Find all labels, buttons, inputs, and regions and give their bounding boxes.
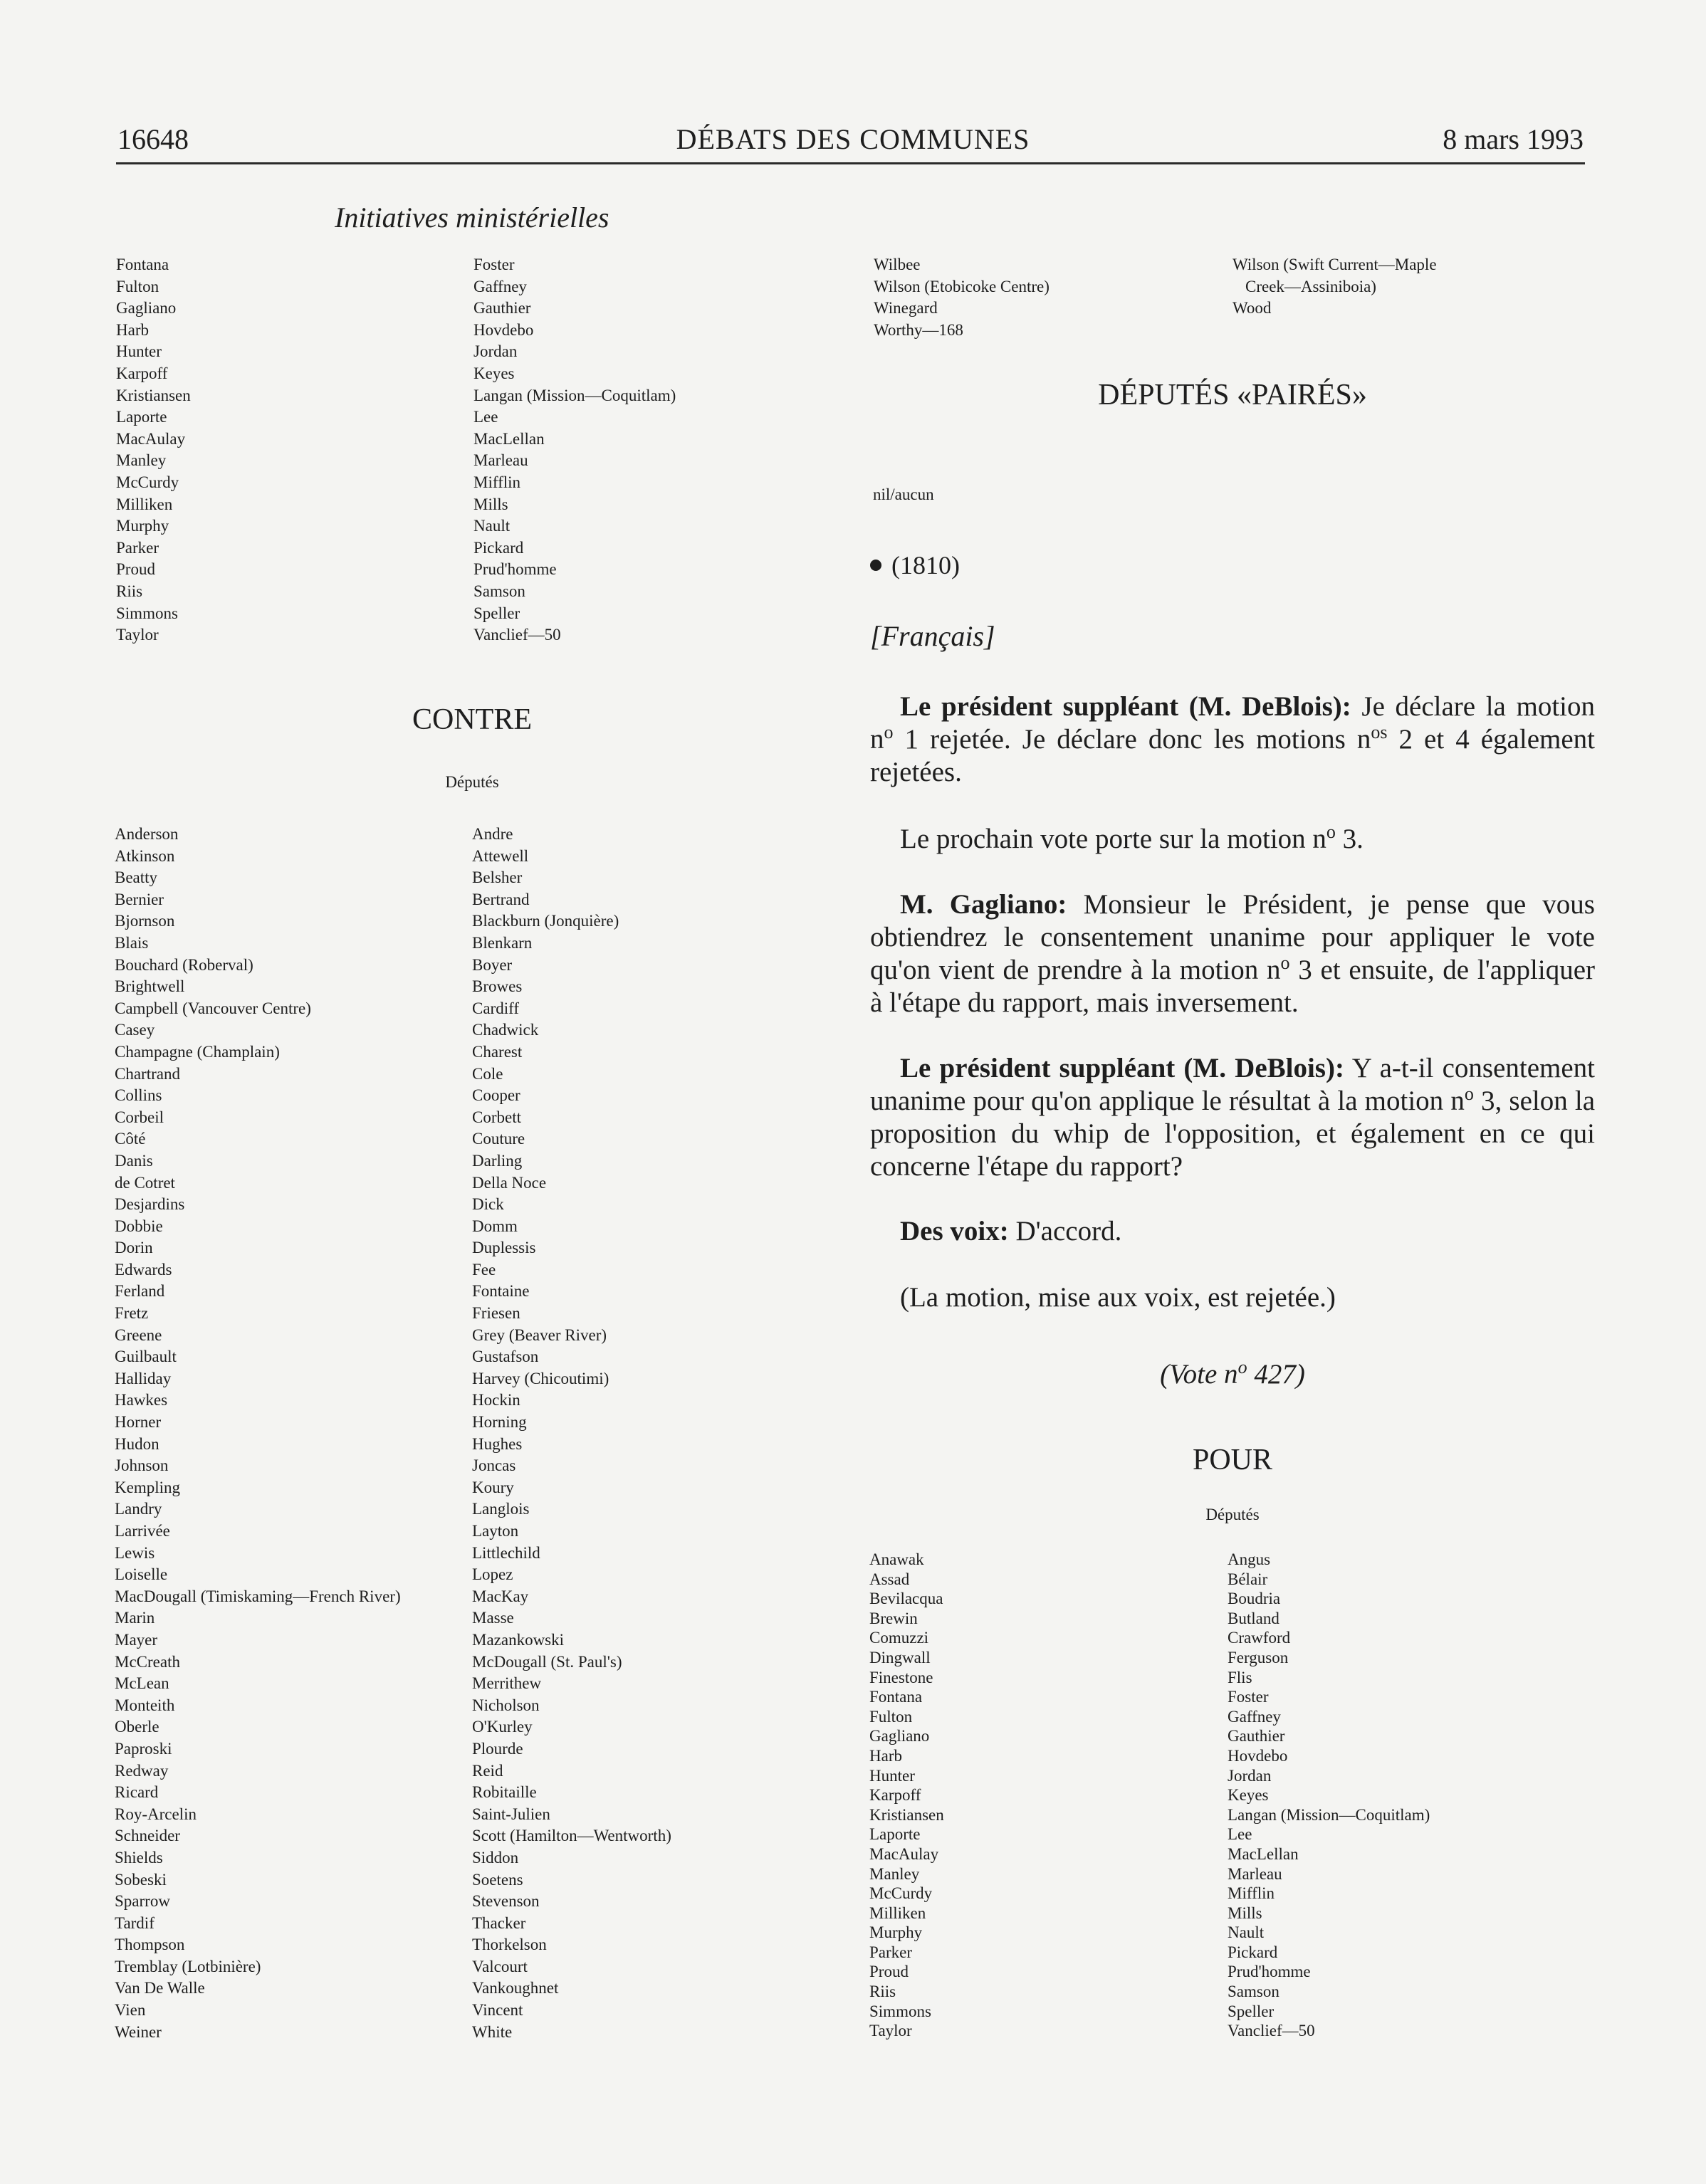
list-item: Blackburn (Jonquière) (472, 912, 619, 930)
list-item: Thompson (115, 1936, 185, 1954)
list-item: Shields (115, 1848, 163, 1867)
list-item: MacLellan (473, 429, 545, 448)
list-item: Manley (116, 451, 167, 470)
list-item: Boyer (472, 955, 513, 974)
list-item: Foster (1228, 1688, 1269, 1706)
list-item: Della Noce (472, 1173, 547, 1192)
list-item: Murphy (116, 517, 169, 535)
pour-continued-column-1 (116, 254, 191, 646)
list-item: Champagne (Champlain) (115, 1042, 280, 1061)
list-item: Kristiansen (116, 386, 191, 404)
list-item: Merrithew (472, 1674, 542, 1693)
time-marker (870, 550, 960, 581)
list-item: Langlois (472, 1500, 530, 1518)
time-marker-text: (1810) (891, 551, 960, 579)
list-item: Soetens (472, 1870, 523, 1889)
list-item: Thorkelson (472, 1936, 547, 1954)
pour-column-1 (869, 1550, 944, 2041)
list-item: Speller (473, 604, 520, 622)
list-item: de Cotret (115, 1173, 175, 1192)
list-item: Marleau (473, 451, 528, 470)
list-item: Mifflin (473, 473, 521, 491)
list-item: Domm (472, 1217, 518, 1235)
list-item: Ricard (115, 1783, 159, 1802)
vote-number: (Vote $n^o$ 427) (1160, 1357, 1305, 1390)
header-rule (116, 162, 1585, 164)
list-item: White (472, 2022, 513, 2041)
list-item: Manley (869, 1864, 920, 1883)
list-item: Greene (115, 1325, 162, 1344)
list-item: McCurdy (116, 473, 179, 491)
list-item: Milliken (869, 1904, 926, 1922)
list-item: Vankoughnet (472, 1979, 559, 1997)
list-item: Pickard (473, 538, 524, 557)
list-item: Bertrand (472, 890, 530, 908)
list-item: Vincent (472, 2001, 523, 2020)
list-item: Worthy—168 (874, 320, 963, 339)
list-item: Couture (472, 1130, 525, 1148)
list-item: Anawak (869, 1550, 924, 1568)
list-item: Harb (116, 320, 149, 339)
list-item: Casey (115, 1021, 155, 1039)
list-item: Larrivée (115, 1522, 170, 1540)
page-number: 16648 (117, 123, 189, 155)
list-item: Nault (1228, 1923, 1265, 1942)
contre-heading: CONTRE (412, 703, 532, 736)
list-item: Jordan (1228, 1766, 1272, 1785)
list-item: Monteith (115, 1696, 175, 1714)
list-item: Danis (115, 1151, 153, 1170)
list-item: Mazankowski (472, 1630, 565, 1649)
list-item: Boudria (1228, 1590, 1281, 1608)
list-item: Foster (473, 256, 515, 273)
list-item: Dingwall (869, 1648, 931, 1666)
list-item: Laporte (116, 408, 167, 426)
list-item: Lee (473, 408, 498, 426)
list-item: Koury (472, 1478, 514, 1496)
paragraph-3: M. Gagliano: Monsieur le Président, je pense que vous obtiendrez le consentement unanime pour appliquer le vote qu'on vient de prendre à la motion $n^o$ 3 et ensuite, de l'appliquer à l'étape du rapport, mais inversement. (870, 889, 1595, 1018)
list-item: Gagliano (869, 1727, 930, 1745)
list-item: Joncas (472, 1456, 516, 1475)
list-item: Hunter (869, 1766, 915, 1785)
list-item: Edwards (115, 1260, 172, 1279)
pour-subheading: Députés (1205, 1506, 1260, 1523)
list-item: Dick (472, 1195, 504, 1214)
list-item: Hovdebo (473, 320, 534, 339)
list-item: Fulton (116, 277, 159, 295)
list-item: Saint-Julien (472, 1805, 550, 1823)
list-item: McCreath (115, 1652, 180, 1671)
speaker-name: M. Gagliano: (900, 889, 1067, 920)
list-item: Hughes (472, 1434, 523, 1453)
list-item: Hunter (116, 342, 162, 361)
list-item: Wilson (Etobicoke Centre) (874, 277, 1050, 295)
list-item: Prud'homme (1228, 1963, 1311, 1981)
list-item: Weiner (115, 2022, 162, 2041)
list-item: Riis (116, 582, 143, 600)
list-item: Bevilacqua (869, 1590, 943, 1608)
list-item: Côté (115, 1130, 146, 1148)
list-item: Samson (473, 582, 525, 600)
list-item: Plourde (472, 1739, 523, 1758)
list-item: Cardiff (472, 999, 520, 1017)
list-item: Grey (Beaver River) (472, 1325, 607, 1344)
list-item: Horning (472, 1413, 527, 1432)
list-item: Laporte (869, 1825, 921, 1844)
list-item: Van De Walle (115, 1979, 205, 1997)
list-item: Langan (Mission—Coquitlam) (1228, 1805, 1430, 1824)
list-item: Cole (472, 1064, 503, 1083)
list-item: Chartrand (115, 1064, 180, 1083)
paragraph-4: Le président suppléant (M. DeBlois): Y a-t-il consentement unanime pour qu'on applique le résultat à la motion $n^o$ 3, selon la proposition du whip de l'opposition, et également en ce qui concerne l'étape du rapport? (870, 1053, 1596, 1182)
list-item: Corbeil (115, 1108, 164, 1126)
pour-continued-column-2 (473, 254, 676, 646)
list-item: Assad (869, 1570, 910, 1588)
contre-continued-column-2 (1233, 254, 1437, 320)
list-item: Proud (116, 560, 155, 579)
list-item: Jordan (473, 342, 518, 361)
list-item: Ferland (115, 1282, 165, 1301)
list-item: Johnson (115, 1456, 169, 1475)
list-item: Gauthier (473, 299, 531, 317)
list-item: Proud (869, 1963, 909, 1981)
list-item: Reid (472, 1761, 503, 1780)
list-item: Sobeski (115, 1870, 167, 1889)
section-title: Initiatives ministérielles (335, 201, 609, 233)
list-item: Horner (115, 1413, 162, 1432)
list-item: Duplessis (472, 1239, 536, 1257)
list-item: Fulton (869, 1707, 913, 1726)
list-item: Friesen (472, 1304, 520, 1323)
list-item: Desjardins (115, 1195, 185, 1214)
list-item: Butland (1228, 1609, 1280, 1627)
list-item: Schneider (115, 1827, 180, 1845)
list-item: Vanclief—50 (473, 626, 561, 644)
publication-title: DÉBATS DES COMMUNES (676, 123, 1030, 155)
list-item: Mills (1228, 1904, 1262, 1922)
list-item: Anderson (115, 825, 179, 843)
list-item: Riis (869, 1983, 896, 2001)
list-item: Marleau (1228, 1864, 1282, 1883)
list-item: Bouchard (Roberval) (115, 955, 253, 974)
list-item: Gustafson (472, 1348, 539, 1366)
language-marker: [Français] (870, 620, 995, 652)
list-item: Gauthier (1228, 1727, 1285, 1745)
list-item: Fontana (116, 256, 169, 273)
list-item: Hawkes (115, 1391, 168, 1409)
list-item: Keyes (473, 364, 515, 382)
list-item: Finestone (869, 1668, 933, 1686)
list-item: Robitaille (472, 1783, 537, 1802)
list-item: Roy-Arcelin (115, 1805, 197, 1823)
list-item: Karpoff (116, 364, 168, 382)
list-item: Mills (473, 495, 508, 513)
list-item: O'Kurley (472, 1718, 533, 1736)
list-item: Angus (1228, 1550, 1271, 1568)
list-item: Bjornson (115, 912, 175, 930)
list-item: Taylor (116, 626, 159, 644)
list-item: Bernier (115, 890, 164, 908)
contre-continued-column-1 (874, 254, 1050, 341)
list-item: Vien (115, 2001, 146, 2020)
paragraph-5: Des voix: D'accord. (900, 1216, 1122, 1246)
list-item: Dorin (115, 1239, 153, 1257)
list-item: Vanclief—50 (1228, 2022, 1315, 2040)
list-item: Lopez (472, 1565, 513, 1584)
list-item: Parker (116, 538, 159, 557)
list-item: Oberle (115, 1718, 159, 1736)
list-item: Blais (115, 933, 149, 952)
list-item: Landry (115, 1500, 162, 1518)
list-item: Keyes (1228, 1786, 1269, 1805)
list-item: Wilson (Swift Current—Maple (1233, 256, 1437, 273)
list-item: Karpoff (869, 1786, 921, 1805)
list-item: Tremblay (Lotbinière) (115, 1957, 261, 1975)
list-item: Cooper (472, 1086, 520, 1105)
list-item: MacDougall (Timiskaming—French River) (115, 1587, 401, 1605)
list-item: Marin (115, 1609, 155, 1627)
list-item: Hovdebo (1228, 1746, 1288, 1765)
paragraph-1: Le président suppléant (M. DeBlois): Je déclare la motion $n^o$ 1 rejetée. Je déclare donc les motions $n^{os}$ 2 et 4 également rejetées. (870, 691, 1596, 787)
list-item: Littlechild (472, 1543, 540, 1562)
list-item: Nault (473, 517, 511, 535)
list-item: Wood (1233, 299, 1272, 317)
list-item: Loiselle (115, 1565, 168, 1584)
list-item: Stevenson (472, 1892, 540, 1911)
list-item: Fee (472, 1260, 496, 1279)
list-item: Comuzzi (869, 1629, 929, 1647)
list-item: Mifflin (1228, 1884, 1275, 1903)
list-item: MacAulay (869, 1844, 939, 1863)
list-item: Chadwick (472, 1021, 539, 1039)
bullet-icon (870, 560, 881, 571)
list-item: Siddon (472, 1848, 519, 1867)
list-item: Darling (472, 1151, 523, 1170)
list-item: Crawford (1228, 1629, 1291, 1647)
contre-subheading: Députés (445, 773, 499, 791)
list-item: Murphy (869, 1923, 923, 1942)
list-item: Fretz (115, 1304, 149, 1323)
list-item: Andre (472, 825, 513, 843)
list-item: Bélair (1228, 1570, 1268, 1588)
list-item: Ferguson (1228, 1648, 1289, 1666)
issue-date: 8 mars 1993 (1443, 123, 1584, 155)
list-item: Tardif (115, 1913, 155, 1932)
list-item: Gaffney (1228, 1707, 1281, 1726)
list-item: Speller (1228, 2002, 1275, 2020)
list-item: Creek—Assiniboia) (1245, 277, 1376, 295)
list-item: Simmons (869, 2002, 931, 2020)
list-item: Mayer (115, 1630, 158, 1649)
list-item: McDougall (St. Paul's) (472, 1652, 622, 1671)
list-item: Gaffney (473, 277, 527, 295)
list-item: Beatty (115, 868, 158, 887)
list-item: Dobbie (115, 1217, 163, 1235)
list-item: Scott (Hamilton—Wentworth) (472, 1827, 671, 1845)
list-item: Winegard (874, 299, 938, 317)
list-item: McLean (115, 1674, 169, 1693)
list-item: Gagliano (116, 299, 177, 317)
list-item: Harb (869, 1746, 902, 1765)
list-item: MacKay (472, 1587, 529, 1605)
list-item: MacAulay (116, 429, 186, 448)
list-item: Prud'homme (473, 560, 557, 579)
list-item: Atkinson (115, 846, 175, 865)
speaker-name: Des voix: (900, 1216, 1009, 1246)
paires-value: nil/aucun (873, 485, 934, 503)
list-item: Corbett (472, 1108, 521, 1126)
list-item: Nicholson (472, 1696, 540, 1714)
list-item: Collins (115, 1086, 162, 1105)
list-item: Valcourt (472, 1957, 528, 1975)
list-item: Fontana (869, 1688, 923, 1706)
list-item: Campbell (Vancouver Centre) (115, 999, 311, 1017)
pour-heading: POUR (1192, 1444, 1273, 1476)
list-item: Wilbee (874, 256, 921, 273)
list-item: Pickard (1228, 1943, 1278, 1961)
pour-column-2 (1228, 1550, 1430, 2041)
list-item: Kristiansen (869, 1805, 944, 1824)
list-item: Hudon (115, 1434, 159, 1453)
speaker-name: Le président suppléant (M. DeBlois): (900, 691, 1351, 722)
contre-column-2 (472, 824, 671, 2043)
list-item: Lewis (115, 1543, 155, 1562)
list-item: Guilbault (115, 1348, 177, 1366)
list-item: Belsher (472, 868, 523, 887)
list-item: Simmons (116, 604, 178, 622)
list-item: Flis (1228, 1668, 1252, 1686)
contre-column-1 (115, 824, 401, 2043)
list-item: Lee (1228, 1825, 1252, 1844)
list-item: MacLellan (1228, 1844, 1299, 1863)
paires-heading: DÉPUTÉS «PAIRÉS» (1098, 379, 1367, 411)
list-item: Charest (472, 1042, 523, 1061)
list-item: Layton (472, 1522, 519, 1540)
list-item: Kempling (115, 1478, 180, 1496)
list-item: Milliken (116, 495, 173, 513)
list-item: Paproski (115, 1739, 172, 1758)
list-item: Masse (472, 1609, 514, 1627)
list-item: Harvey (Chicoutimi) (472, 1369, 609, 1387)
paragraph-6: (La motion, mise aux voix, est rejetée.) (900, 1282, 1336, 1313)
list-item: Redway (115, 1761, 169, 1780)
paragraph-2: Le prochain vote porte sur la motion $n^o$ 3. (900, 821, 1364, 854)
list-item: Browes (472, 977, 523, 996)
list-item: Attewell (472, 846, 529, 865)
list-item: Brightwell (115, 977, 185, 996)
list-item: McCurdy (869, 1884, 933, 1903)
list-item: Langan (Mission—Coquitlam) (473, 386, 676, 404)
list-item: Samson (1228, 1983, 1280, 2001)
list-item: Brewin (869, 1609, 918, 1627)
list-item: Thacker (472, 1913, 526, 1932)
list-item: Halliday (115, 1369, 172, 1387)
list-item: Blenkarn (472, 933, 533, 952)
speaker-name: Le président suppléant (M. DeBlois): (900, 1053, 1344, 1083)
list-item: Parker (869, 1943, 913, 1961)
list-item: Hockin (472, 1391, 520, 1409)
list-item: Taylor (869, 2022, 912, 2040)
list-item: Sparrow (115, 1892, 170, 1911)
list-item: Fontaine (472, 1282, 530, 1301)
